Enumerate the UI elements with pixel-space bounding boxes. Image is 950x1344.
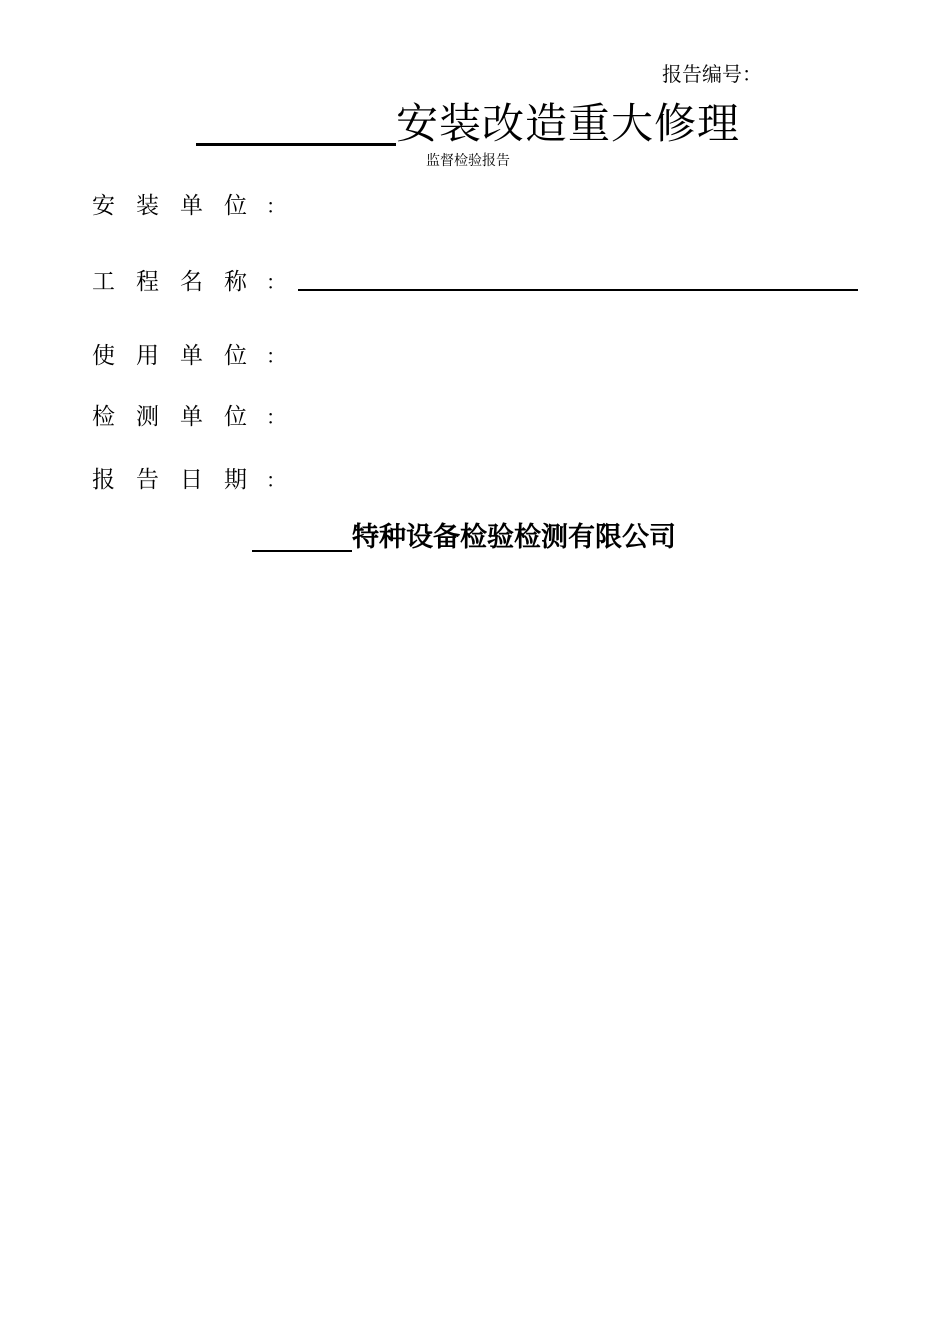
report-number-label: 报告编号： [662,62,762,86]
field-inspection-unit [92,401,286,433]
project-name-underline [298,273,858,291]
field-report-date [92,464,286,496]
company-name [252,518,676,558]
company-text: 特种设备检验检测有限公司 [352,522,676,553]
field-label: 安装单位 [92,193,268,219]
field-installation-unit [92,190,286,222]
field-label: 检测单位 [92,404,268,430]
field-colon: ： [266,344,286,368]
title-blank-line [196,143,396,146]
field-label: 工程名称 [92,269,268,295]
field-label: 使用单位 [92,343,268,369]
field-colon: ： [266,405,286,429]
document-title [196,96,740,152]
field-colon: ： [266,270,286,294]
field-project-name [92,266,858,298]
document-subtitle: 监督检验报告 [426,153,510,169]
company-blank-line [252,550,352,552]
field-user-unit [92,340,286,372]
field-colon: ： [266,194,286,218]
field-colon: ： [266,468,286,492]
field-label: 报告日期 [92,467,268,493]
title-text: 安装改造重大修理 [396,99,741,148]
